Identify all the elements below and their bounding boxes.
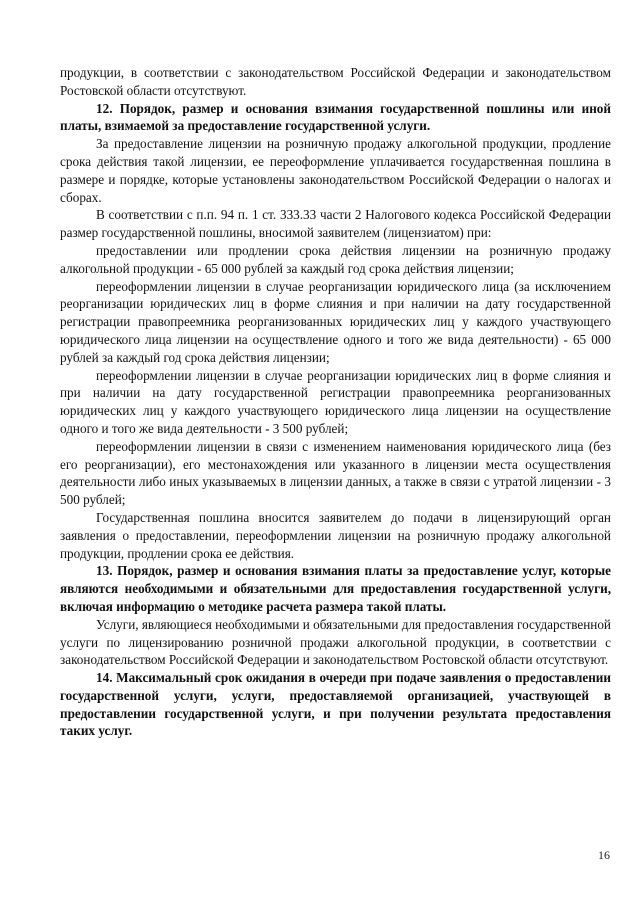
paragraph-required-services: Услуги, являющиеся необходимыми и обязательными для предоставления государственной услуги по лицензированию розничной продажи алкогольной продукции, в соответствии с законодательством Российской Федерации и законодательством Ростовской области отсутствуют.	[60, 616, 611, 668]
section-heading-14: 14. Максимальный срок ожидания в очереди при подаче заявления о предоставлении государственной услуги, услуги, предоставляемой организацией, участвующей в предоставлении государственной услуги, и при получении результата предоставления таких услуг.	[60, 670, 611, 739]
paragraph-fee-payment: Государственная пошлина вносится заявителем до подачи в лицензирующий орган заявления о предоставлении, переоформлении лицензии на розничную продажу алкогольной продукции, продлении срока ее действия.	[60, 509, 611, 561]
paragraph-fee-merger: переоформлении лицензии в случае реорганизации юридических лиц в форме слияния и при наличии на дату государственной регистрации правопреемника реорганизованных юридических лиц у каждого участвующего юридического лица лицензии на осуществление одного и того же вида деятельности - 3 500 рублей;	[60, 367, 611, 436]
document-page	[60, 64, 611, 740]
paragraph-tax-code: В соответствии с п.п. 94 п. 1 ст. 333.33 части 2 Налогового кодекса Российской Федерации размер государственной пошлины, вносимой заявителем (лицензиатом) при:	[60, 207, 611, 241]
paragraph-fee-change: переоформлении лицензии в связи с изменением наименования юридического лица (без его реорганизации), его местонахождения или указанного в лицензии места осуществления деятельности либо иных указываемых в лицензии данных, а также в связи с утратой лицензии - 3 500 рублей;	[60, 438, 611, 508]
section-heading-12: 12. Порядок, размер и основания взимания государственной пошлины или иной платы, взимаемой за предоставление государственной услуги.	[60, 100, 611, 134]
section-heading-13: 13. Порядок, размер и основания взимания платы за предоставление услуг, которые являются необходимыми и обязательными для предоставления государственной услуги, включая информацию о методике расчета размера такой платы.	[60, 563, 611, 614]
page-number: 16	[598, 848, 610, 862]
paragraph-fee-basis: За предоставление лицензии на розничную продажу алкогольной продукции, продление срока действия такой лицензии, ее переоформление уплачивается государственная пошлина в размере и порядке, которые установлены законодательством Российской Федерации о налогах и сборах.	[60, 136, 611, 205]
paragraph-fee-issuance: предоставлении или продлении срока действия лицензии на розничную продажу алкогольной продукции - 65 000 рублей за каждый год срока действия лицензии;	[60, 242, 611, 276]
paragraph-continuation: продукции, в соответствии с законодательством Российской Федерации и законодательством Ростовской области отсутствуют.	[60, 65, 611, 98]
paragraph-fee-reorganization: переоформлении лицензии в случае реорганизации юридического лица (за исключением реорганизации юридических лиц в форме слияния и при наличии на дату государственной регистрации правопреемника реорганизованных юридических лиц у каждого участвующего юридического лица лицензии на осуществление одного и того же вида деятельности) - 65 000 рублей за каждый год срока действия лицензии;	[60, 278, 611, 365]
